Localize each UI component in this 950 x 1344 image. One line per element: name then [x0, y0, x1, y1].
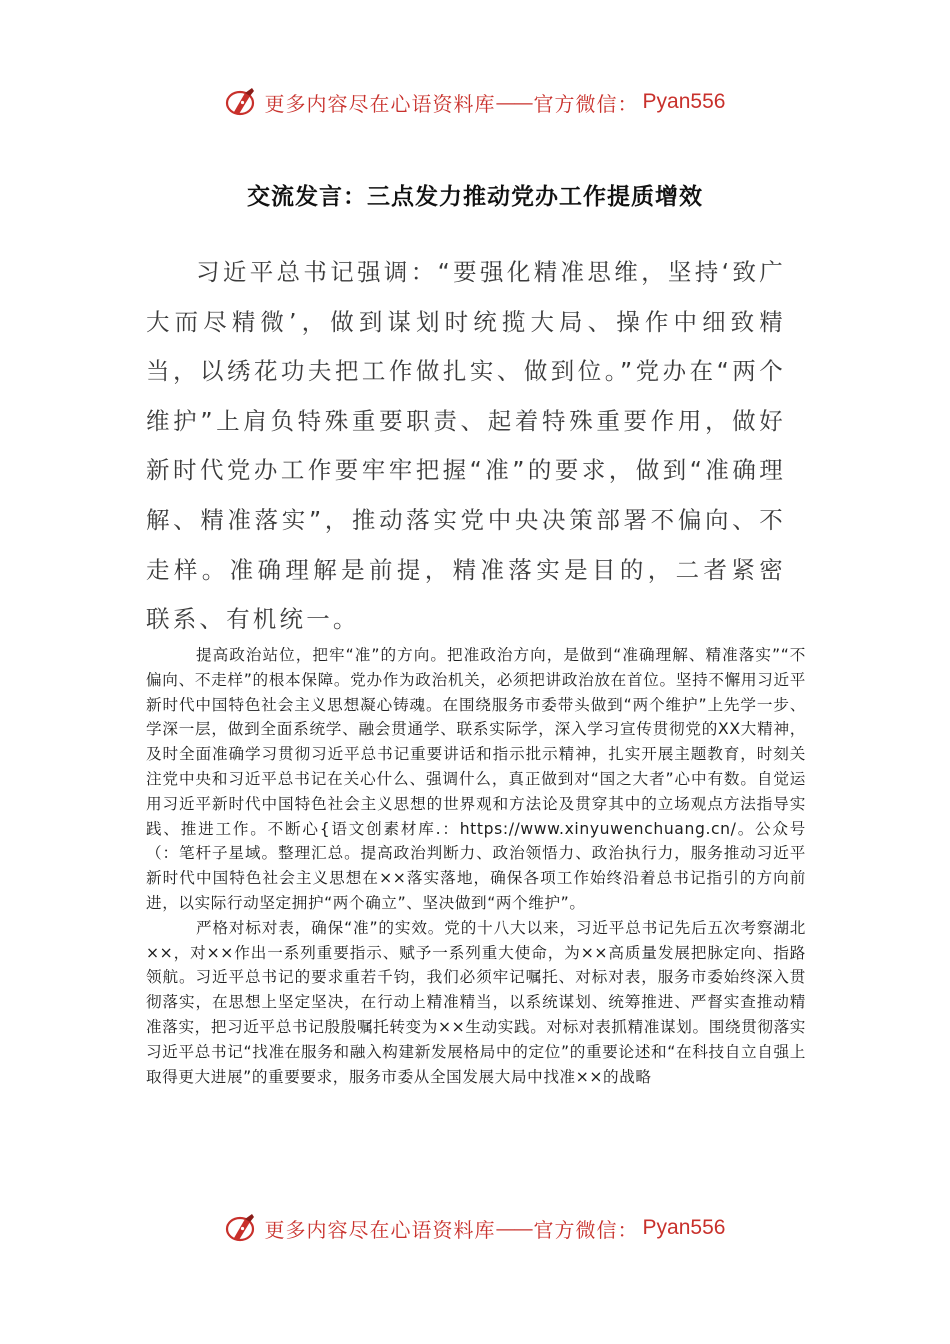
pen-nib-logo-icon: [225, 85, 259, 119]
watermark-wechat-id: Pyan556: [642, 90, 726, 113]
body-paragraph-2: 严格对标对表，确保“准”的实效。党的十八大以来，习近平总书记先后五次考察湖北××，对××作出一系列重要指示、赋予一系列重大使命，为××高质量发展把脉定向、指路领航。习近平总书记的要求重若千钧，我们必须牢记嘱托、对标对表，服务市委始终深入贯彻落实，在思想上坚定坚决，在行动上精准精当，以系统谋划、统筹推进、严督实查推动精准落实，把习近平总书记殷殷嘱托转变为××生动实践。对标对表抓精准谋划。围绕贯彻落实习近平总书记“找准在服务和融入构建新发展格局中的定位”的重要论述和“在科技自立自强上取得更大进展”的重要要求，服务市委从全国发展大局中找准××的战略: [146, 918, 806, 1086]
watermark-separator: ——: [495, 90, 532, 114]
watermark-wechat-label: 官方微信：: [533, 91, 639, 116]
lead-paragraph: 习近平总书记强调：“要强化精准思维，坚持‘致广大而尽精微’，做到谋划时统揽大局、操作中细致精当，以绣花功夫把工作做扎实、做到位。”党办在“两个维护”上肩负特殊重要职责、起着特殊重要作用，做好新时代党办工作要牢牢把握“准”的要求，做到“准确理解、精准落实”，推动落实党中央决策部署不偏向、不走样。准确理解是前提，精准落实是目的，二者紧密联系、有机统一。: [146, 258, 786, 634]
watermark-text: 更多内容尽在心语资料库: [264, 1217, 496, 1242]
watermark-wechat-id: Pyan556: [642, 1216, 726, 1239]
body-paragraph-1: 提高政治站位，把牢“准”的方向。把准政治方向，是做到“准确理解、精准落实”“不偏向、不走样”的根本保障。党办作为政治机关，必须把讲政治放在首位。坚持不懈用习近平新时代中国特色社会主义思想凝心铸魂。在围绕服务市委带头做到“两个维护”上先学一步、学深一层，做到全面系统学、融会贯通学、联系实际学，深入学习宣传贯彻党的XX大精神，及时全面准确学习贯彻习近平总书记重要讲话和指示批示精神，扎实开展主题教育，时刻关注党中央和习近平总书记在关心什么、强调什么，真正做到对“国之大者”心中有数。自觉运用习近平新时代中国特色社会主义思想的世界观和方法论及贯穿其中的立场观点方法指导实践、推进工作。不断心{语文创素材库.：https://www.xinyuwenchuang.cn/。公众号（：笔杆子星域。整理汇总。提高政治判断力、政治领悟力、政治执行力，服务推动习近平新时代中国特色社会主义思想在××落实落地，确保各项工作始终沿着总书记指引的方向前进，以实际行动坚定拥护“两个确立”、坚决做到“两个维护”。: [146, 646, 806, 912]
watermark-text: 更多内容尽在心语资料库: [264, 91, 496, 116]
pen-nib-logo-icon: [225, 1211, 259, 1245]
watermark-banner-top: [0, 82, 950, 122]
watermark-separator: ——: [495, 1216, 532, 1240]
watermark-wechat-label: 官方微信：: [533, 1217, 639, 1242]
watermark-banner-bottom: [0, 1208, 950, 1248]
document-body: [146, 643, 806, 1089]
document-title: 交流发言：三点发力推动党办工作提质增效: [247, 184, 703, 210]
